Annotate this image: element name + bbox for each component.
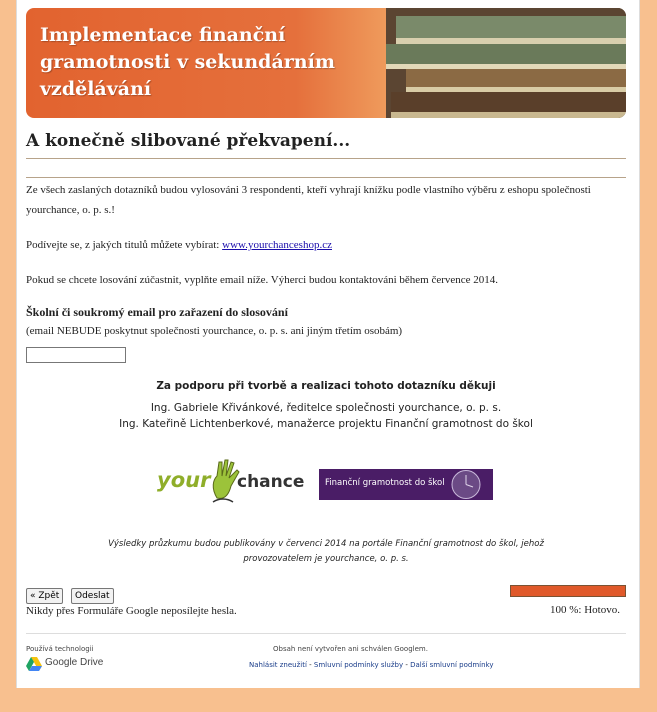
question-help-text: (email NEBUDE poskytnut společnosti yourchance, o. p. s. ani jiným třetím osobám) — [26, 325, 403, 337]
thanks-line: Ing. Kateřině Lichtenberkové, manažerce projektu Finanční gramotnost do škol — [119, 418, 533, 430]
google-drive-icon — [26, 656, 42, 672]
email-field[interactable] — [26, 347, 126, 363]
note-line: provozovatelem je yourchance, o. p. s. — [243, 554, 409, 564]
title-divider — [26, 158, 626, 159]
description-paragraph: Ze všech zaslaných dotazníků budou vylosováni 3 respondenti, kteří vyhrají knížku podle vlastního výběru z eshopu společnosti yourchance, o. p. s.! — [26, 184, 591, 216]
form-page — [16, 0, 640, 688]
footer-links — [249, 661, 493, 669]
powered-by-text: Používá technologii — [26, 645, 94, 653]
thanks-line: Ing. Gabriele Křivánkové, ředitelce společnosti yourchance, o. p. s. — [150, 402, 502, 414]
footer-separator: - — [306, 661, 314, 669]
terms-of-service-link[interactable]: Smluvní podmínky služby — [313, 661, 404, 669]
form-title-line: gramotnosti v sekundárním — [40, 51, 335, 73]
back-button[interactable]: « Zpět — [26, 588, 63, 604]
thanks-heading: Za podporu při tvorbě a realizaci tohoto dotazníku děkuji — [156, 380, 496, 392]
page-title: A konečně slibované překvapení... — [26, 131, 351, 151]
google-drive-link[interactable]: Google Drive — [45, 657, 104, 668]
clock-icon — [439, 469, 493, 500]
note-line: Výsledky průzkumu budou publikovány v červenci 2014 na portále Finanční gramotnost do škol, jehož — [108, 539, 544, 549]
progress-bar — [510, 585, 626, 597]
yourchance-logo — [157, 458, 305, 508]
report-abuse-link[interactable]: Nahlásit zneužití — [249, 661, 307, 669]
logo-text: your — [157, 468, 211, 492]
logo-text: chance — [237, 472, 305, 492]
eshop-link[interactable]: www.yourchanceshop.cz — [222, 239, 332, 251]
logo-text: Finanční gramotnost do škol — [325, 478, 445, 488]
footer-separator: - — [403, 661, 411, 669]
results-note — [26, 537, 626, 567]
financni-gramotnost-logo — [319, 469, 493, 500]
additional-terms-link[interactable]: Další smluvní podmínky — [410, 661, 494, 669]
submit-button[interactable]: Odeslat — [71, 588, 114, 604]
question-title: Školní či soukromý email pro zařazení do slosování — [26, 305, 288, 319]
footer-divider — [26, 633, 626, 634]
form-title-line: Implementace finanční — [40, 24, 286, 46]
header-banner — [26, 8, 626, 118]
form-title-line: vzdělávání — [40, 78, 152, 100]
disclaimer-text: Obsah není vytvořen ani schválen Googlem. — [273, 645, 428, 653]
progress-fill — [511, 586, 625, 596]
password-warning: Nikdy přes Formuláře Google neposílejte hesla. — [26, 605, 237, 617]
form-title — [40, 22, 380, 103]
progress-label: 100 %: Hotovo. — [550, 604, 620, 616]
description-text: Podívejte se, z jakých titulů můžete vybírat: — [26, 239, 223, 251]
description-paragraph: Pokud se chcete losování zúčastnit, vyplňte email níže. Výherci budou kontaktováni během července 2014. — [26, 274, 499, 286]
books-image — [386, 8, 626, 118]
description-paragraph — [26, 235, 626, 255]
description-divider — [26, 177, 626, 178]
